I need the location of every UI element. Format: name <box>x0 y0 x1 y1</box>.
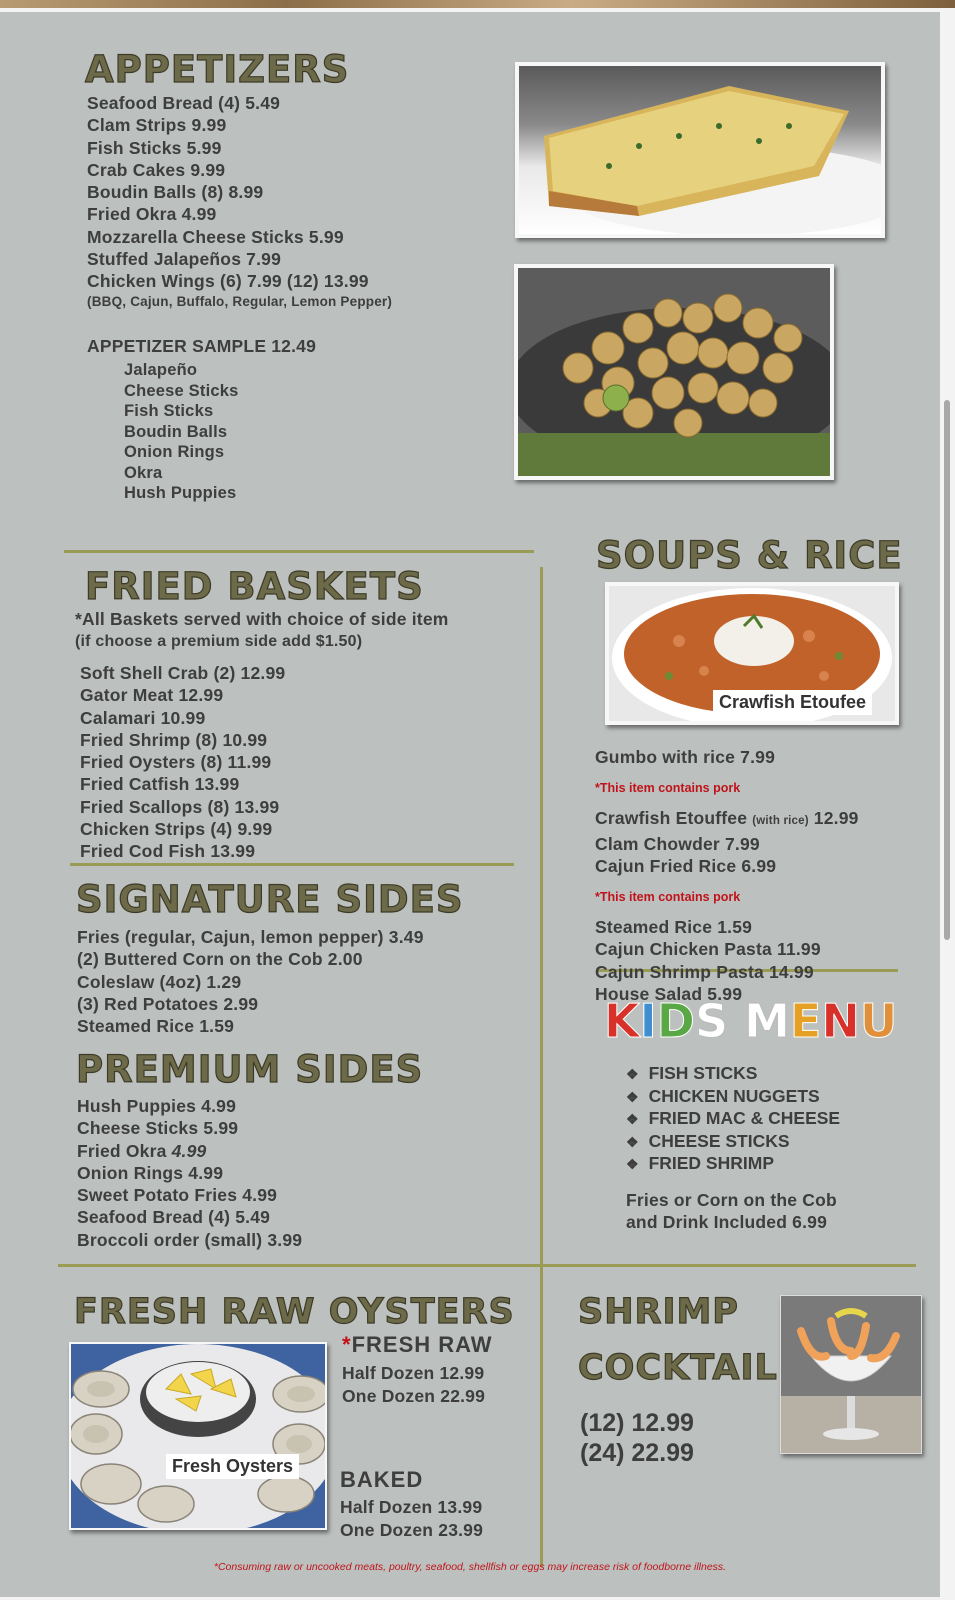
shrimp-cocktail-image <box>781 1296 921 1453</box>
pork-warning: *This item contains pork <box>595 889 741 904</box>
baked-heading: BAKED <box>340 1467 424 1492</box>
bullet-icon: ❖ <box>626 1066 639 1082</box>
list-item: Mozzarella Cheese Sticks 5.99 <box>87 226 344 247</box>
list-item: Broccoli order (small) 3.99 <box>77 1229 303 1250</box>
etouffee-price: 12.99 <box>808 808 859 829</box>
divider-line <box>64 550 534 553</box>
list-item: Fried Catfish 13.99 <box>80 774 240 795</box>
raw-star: * <box>342 1332 352 1357</box>
okra-price: 4.99 <box>171 1140 207 1161</box>
shrimp-price-24: (24) 22.99 <box>580 1439 694 1467</box>
fresh-oysters-photo <box>69 1342 327 1530</box>
signature-sides-title: SIGNATURE SIDES <box>76 878 464 921</box>
list-item: Sweet Potato Fries 4.99 <box>77 1185 278 1206</box>
kids-title-letter <box>728 994 744 1048</box>
list-item: ❖ FISH STICKS <box>626 1063 758 1083</box>
vertical-divider <box>540 567 543 1567</box>
wings-note: (BBQ, Cajun, Buffalo, Regular, Lemon Pepper) <box>87 293 393 309</box>
list-item: Gumbo with rice 7.99 <box>595 747 776 767</box>
raw-half-dozen: Half Dozen 12.99 <box>342 1363 485 1383</box>
list-item <box>77 1140 302 1162</box>
kids-title-letter: M <box>744 994 790 1048</box>
list-item: ❖ CHICKEN NUGGETS <box>626 1085 820 1106</box>
list-item: Hush Puppies 4.99 <box>77 1096 237 1116</box>
list-item: Stuffed Jalapeños 7.99 <box>87 249 282 270</box>
list-item: Calamari 10.99 <box>80 707 206 728</box>
list-item: Fried Shrimp (8) 10.99 <box>80 729 268 750</box>
list-item: Cheese Sticks <box>124 381 239 400</box>
signature-sides-list <box>77 926 424 1037</box>
fried-baskets-list <box>80 662 285 863</box>
okra-name: Fried Okra <box>77 1140 172 1161</box>
fresh-raw-heading: *FRESH RAW <box>342 1332 493 1357</box>
fried-okra-image <box>518 268 830 476</box>
list-item: Fried Okra 4.99 <box>87 204 217 225</box>
list-item: Crab Cakes 9.99 <box>87 159 226 180</box>
kids-title-letter: K <box>604 994 640 1048</box>
kids-title-letter: U <box>859 994 898 1048</box>
appetizers-list <box>87 92 392 311</box>
list-item: Clam Chowder 7.99 <box>595 833 760 854</box>
premium-sides-title: PREMIUM SIDES <box>76 1048 424 1091</box>
menu-page <box>0 12 940 1597</box>
list-item: Chicken Strips (4) 9.99 <box>80 819 273 840</box>
kids-menu-list <box>626 1063 840 1176</box>
kids-title-letter: N <box>821 994 860 1048</box>
list-item: Seafood Bread (4) 5.49 <box>77 1207 271 1228</box>
foodborne-illness-warning: *Consuming raw or uncooked meats, poultry, seafood, shellfish or eggs may increase risk of foodborne illness. <box>213 1561 727 1573</box>
list-item: (2) Buttered Corn on the Cob 2.00 <box>77 949 363 970</box>
premium-sides-list <box>77 1095 302 1251</box>
list-item: Clam Strips 9.99 <box>87 115 227 136</box>
kids-title-letter: S <box>694 994 729 1048</box>
list-item: Cajun Chicken Pasta 11.99 <box>595 939 821 960</box>
shrimp-cocktail-title-1: SHRIMP <box>578 1292 739 1332</box>
list-item: ❖ FRIED MAC & CHEESE <box>626 1108 841 1128</box>
etouffee-name: Crawfish Etouffee <box>595 808 753 829</box>
appetizer-sample-title: APPETIZER SAMPLE 12.49 <box>87 336 317 356</box>
bullet-icon: ❖ <box>626 1156 639 1172</box>
divider-line <box>70 863 514 866</box>
appetizer-sample-list <box>124 360 239 504</box>
fried-baskets-title: FRIED BASKETS <box>85 565 424 608</box>
list-item: Seafood Bread (4) 5.49 <box>87 93 281 113</box>
top-background-strip <box>0 0 955 8</box>
list-item: (3) Red Potatoes 2.99 <box>77 993 259 1014</box>
baskets-premium-note: (if choose a premium side add $1.50) <box>75 633 363 650</box>
list-item: Soft Shell Crab (2) 12.99 <box>80 663 286 683</box>
list-item: Cajun Shrimp Pasta 14.99 <box>595 961 814 982</box>
seafood-bread-image <box>519 66 881 234</box>
list-item: Fried Oysters (8) 11.99 <box>80 752 272 773</box>
crawfish-etoufee-photo <box>605 582 899 725</box>
list-item: Boudin Balls (8) 8.99 <box>87 182 264 203</box>
kids-title-letter: E <box>789 994 822 1048</box>
soups-rice-title: SOUPS & RICE <box>596 534 903 577</box>
list-item: Hush Puppies <box>124 484 237 502</box>
bullet-icon: ❖ <box>626 1133 639 1150</box>
list-item: Steamed Rice 1.59 <box>77 1016 235 1037</box>
appetizers-title: APPETIZERS <box>85 48 350 91</box>
kids-title-letter: I <box>639 994 657 1048</box>
seafood-bread-photo <box>515 62 885 238</box>
fresh-raw-oysters-title: FRESH RAW OYSTERS <box>74 1292 515 1332</box>
list-item: Fried Cod Fish 13.99 <box>80 841 256 862</box>
kids-note-1: Fries or Corn on the Cob <box>626 1190 837 1210</box>
bullet-icon: ❖ <box>626 1088 639 1105</box>
list-item: Gator Meat 12.99 <box>80 685 224 706</box>
raw-one-dozen: One Dozen 22.99 <box>342 1386 486 1406</box>
list-item: Jalapeño <box>124 361 198 379</box>
list-item: ❖ CHEESE STICKS <box>626 1130 790 1151</box>
list-item: Fried Scallops (8) 13.99 <box>80 796 280 817</box>
kids-menu-title <box>604 994 897 1048</box>
shrimp-cocktail-photo <box>780 1295 922 1454</box>
list-item: Steamed Rice 1.59 <box>595 917 753 938</box>
baked-one-dozen: One Dozen 23.99 <box>340 1520 484 1540</box>
kids-note-2: and Drink Included 6.99 <box>626 1212 828 1232</box>
kids-title-letter: D <box>656 994 695 1048</box>
list-item: Boudin Balls <box>124 422 228 441</box>
photo-caption: Crawfish Etoufee <box>713 690 872 715</box>
photo-caption: Fresh Oysters <box>166 1454 299 1479</box>
list-item: Onion Rings 4.99 <box>77 1162 224 1183</box>
list-item: Onion Rings <box>124 443 225 461</box>
list-item: Fries (regular, Cajun, lemon pepper) 3.49 <box>77 927 424 947</box>
scrollbar-thumb[interactable] <box>944 400 950 940</box>
list-item: Coleslaw (4oz) 1.29 <box>77 971 242 992</box>
fresh-oysters-image <box>71 1344 325 1528</box>
list-item: Chicken Wings (6) 7.99 (12) 13.99 <box>87 271 369 292</box>
pork-warning: *This item contains pork <box>595 780 741 795</box>
divider-line <box>58 1264 916 1267</box>
soups-list <box>595 746 859 1005</box>
list-item: Okra <box>124 463 163 482</box>
shrimp-cocktail-title-2: COCKTAIL <box>578 1348 778 1388</box>
list-item: Cheese Sticks 5.99 <box>77 1118 239 1139</box>
baskets-note: *All Baskets served with choice of side item <box>75 609 449 629</box>
shrimp-price-12: (12) 12.99 <box>580 1409 694 1437</box>
list-item: Cajun Fried Rice 6.99 <box>595 855 777 876</box>
bullet-icon: ❖ <box>626 1111 639 1127</box>
list-item: Fish Sticks <box>124 402 214 420</box>
list-item: House Salad 5.99 <box>595 984 743 1005</box>
list-item: Fish Sticks 5.99 <box>87 137 222 158</box>
etouffee-rice-note: (with rice) <box>752 815 809 828</box>
fried-okra-photo <box>514 264 834 480</box>
baked-half-dozen: Half Dozen 13.99 <box>340 1497 483 1517</box>
list-item: ❖ FRIED SHRIMP <box>626 1153 774 1173</box>
list-item <box>595 807 859 832</box>
